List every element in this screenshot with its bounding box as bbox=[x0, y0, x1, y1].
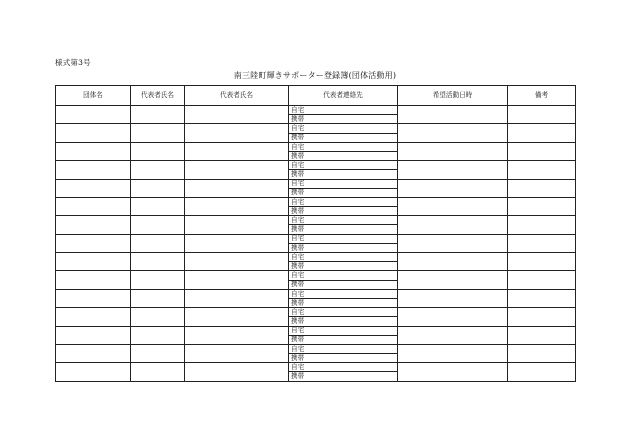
preferred-schedule-cell[interactable] bbox=[398, 253, 508, 271]
table-row bbox=[56, 253, 576, 262]
table-row bbox=[56, 344, 576, 353]
contact-mobile-label: 携帯 bbox=[289, 317, 398, 326]
contact-mobile-label: 携帯 bbox=[289, 262, 398, 271]
group-name-cell[interactable] bbox=[56, 363, 131, 381]
table-row bbox=[56, 124, 576, 133]
contact-home-label: 自宅 bbox=[289, 234, 398, 243]
representative-name-cell-2[interactable] bbox=[185, 179, 289, 197]
representative-name-cell[interactable] bbox=[131, 197, 185, 215]
table-row bbox=[56, 271, 576, 280]
remarks-cell[interactable] bbox=[508, 271, 576, 289]
representative-name-cell-2[interactable] bbox=[185, 308, 289, 326]
header-row bbox=[56, 86, 576, 106]
remarks-cell[interactable] bbox=[508, 142, 576, 160]
representative-name-cell[interactable] bbox=[131, 161, 185, 179]
group-name-cell[interactable] bbox=[56, 253, 131, 271]
preferred-schedule-cell[interactable] bbox=[398, 344, 508, 362]
representative-name-cell-2[interactable] bbox=[185, 363, 289, 381]
representative-name-cell-2[interactable] bbox=[185, 234, 289, 252]
table-row bbox=[56, 197, 576, 206]
preferred-schedule-cell[interactable] bbox=[398, 326, 508, 344]
col-header-representative-name-2: 代表者氏名 bbox=[185, 86, 289, 106]
table-row bbox=[56, 179, 576, 188]
col-header-representative-contact: 代表者連絡先 bbox=[289, 86, 398, 106]
table-row bbox=[56, 216, 576, 225]
group-name-cell[interactable] bbox=[56, 124, 131, 142]
preferred-schedule-cell[interactable] bbox=[398, 142, 508, 160]
group-name-cell[interactable] bbox=[56, 161, 131, 179]
representative-name-cell-2[interactable] bbox=[185, 124, 289, 142]
col-header-group-name: 団体名 bbox=[56, 86, 131, 106]
contact-mobile-label: 携帯 bbox=[289, 207, 398, 216]
contact-home-label: 自宅 bbox=[289, 142, 398, 151]
remarks-cell[interactable] bbox=[508, 326, 576, 344]
contact-home-label: 自宅 bbox=[289, 216, 398, 225]
representative-name-cell-2[interactable] bbox=[185, 142, 289, 160]
preferred-schedule-cell[interactable] bbox=[398, 216, 508, 234]
representative-name-cell[interactable] bbox=[131, 106, 185, 124]
representative-name-cell[interactable] bbox=[131, 253, 185, 271]
preferred-schedule-cell[interactable] bbox=[398, 271, 508, 289]
table-row bbox=[56, 326, 576, 335]
table-body bbox=[56, 106, 576, 382]
table-row bbox=[56, 363, 576, 372]
registration-table bbox=[55, 85, 576, 382]
remarks-cell[interactable] bbox=[508, 216, 576, 234]
preferred-schedule-cell[interactable] bbox=[398, 289, 508, 307]
form-number: 様式第3号 bbox=[55, 58, 91, 67]
group-name-cell[interactable] bbox=[56, 142, 131, 160]
table-row bbox=[56, 308, 576, 317]
remarks-cell[interactable] bbox=[508, 161, 576, 179]
contact-home-label: 自宅 bbox=[289, 124, 398, 133]
contact-mobile-label: 携帯 bbox=[289, 170, 398, 179]
contact-home-label: 自宅 bbox=[289, 271, 398, 280]
remarks-cell[interactable] bbox=[508, 363, 576, 381]
contact-home-label: 自宅 bbox=[289, 308, 398, 317]
contact-home-label: 自宅 bbox=[289, 344, 398, 353]
remarks-cell[interactable] bbox=[508, 106, 576, 124]
preferred-schedule-cell[interactable] bbox=[398, 124, 508, 142]
group-name-cell[interactable] bbox=[56, 106, 131, 124]
group-name-cell[interactable] bbox=[56, 197, 131, 215]
representative-name-cell[interactable] bbox=[131, 271, 185, 289]
group-name-cell[interactable] bbox=[56, 308, 131, 326]
contact-mobile-label: 携帯 bbox=[289, 151, 398, 160]
representative-name-cell[interactable] bbox=[131, 142, 185, 160]
contact-home-label: 自宅 bbox=[289, 161, 398, 170]
representative-name-cell[interactable] bbox=[131, 216, 185, 234]
group-name-cell[interactable] bbox=[56, 289, 131, 307]
table-row bbox=[56, 161, 576, 170]
contact-mobile-label: 携帯 bbox=[289, 354, 398, 363]
contact-mobile-label: 携帯 bbox=[289, 372, 398, 381]
contact-mobile-label: 携帯 bbox=[289, 133, 398, 142]
col-header-preferred-schedule: 希望活動日時 bbox=[398, 86, 508, 106]
representative-name-cell[interactable] bbox=[131, 308, 185, 326]
remarks-cell[interactable] bbox=[508, 308, 576, 326]
preferred-schedule-cell[interactable] bbox=[398, 234, 508, 252]
representative-name-cell-2[interactable] bbox=[185, 271, 289, 289]
col-header-remarks: 備考 bbox=[508, 86, 576, 106]
remarks-cell[interactable] bbox=[508, 289, 576, 307]
contact-home-label: 自宅 bbox=[289, 253, 398, 262]
representative-name-cell-2[interactable] bbox=[185, 106, 289, 124]
contact-home-label: 自宅 bbox=[289, 179, 398, 188]
remarks-cell[interactable] bbox=[508, 344, 576, 362]
group-name-cell[interactable] bbox=[56, 179, 131, 197]
representative-name-cell[interactable] bbox=[131, 326, 185, 344]
representative-name-cell[interactable] bbox=[131, 124, 185, 142]
table-row bbox=[56, 106, 576, 115]
preferred-schedule-cell[interactable] bbox=[398, 179, 508, 197]
table-row bbox=[56, 142, 576, 151]
group-name-cell[interactable] bbox=[56, 234, 131, 252]
representative-name-cell-2[interactable] bbox=[185, 344, 289, 362]
group-name-cell[interactable] bbox=[56, 344, 131, 362]
table-row bbox=[56, 234, 576, 243]
representative-name-cell-2[interactable] bbox=[185, 289, 289, 307]
representative-name-cell-2[interactable] bbox=[185, 326, 289, 344]
group-name-cell[interactable] bbox=[56, 216, 131, 234]
representative-name-cell-2[interactable] bbox=[185, 253, 289, 271]
table-row bbox=[56, 289, 576, 298]
contact-home-label: 自宅 bbox=[289, 106, 398, 115]
preferred-schedule-cell[interactable] bbox=[398, 308, 508, 326]
remarks-cell[interactable] bbox=[508, 253, 576, 271]
group-name-cell[interactable] bbox=[56, 271, 131, 289]
remarks-cell[interactable] bbox=[508, 234, 576, 252]
contact-mobile-label: 携帯 bbox=[289, 225, 398, 234]
contact-mobile-label: 携帯 bbox=[289, 280, 398, 289]
contact-home-label: 自宅 bbox=[289, 197, 398, 206]
representative-name-cell[interactable] bbox=[131, 363, 185, 381]
contact-home-label: 自宅 bbox=[289, 289, 398, 298]
group-name-cell[interactable] bbox=[56, 326, 131, 344]
remarks-cell[interactable] bbox=[508, 197, 576, 215]
representative-name-cell-2[interactable] bbox=[185, 161, 289, 179]
document-title: 南三陸町輝きサポーター登録簿(団体活動用) bbox=[233, 71, 397, 80]
representative-name-cell[interactable] bbox=[131, 179, 185, 197]
representative-name-cell[interactable] bbox=[131, 289, 185, 307]
preferred-schedule-cell[interactable] bbox=[398, 106, 508, 124]
representative-name-cell-2[interactable] bbox=[185, 197, 289, 215]
contact-mobile-label: 携帯 bbox=[289, 335, 398, 344]
remarks-cell[interactable] bbox=[508, 179, 576, 197]
contact-home-label: 自宅 bbox=[289, 363, 398, 372]
representative-name-cell[interactable] bbox=[131, 234, 185, 252]
col-header-representative-name: 代表者氏名 bbox=[131, 86, 185, 106]
contact-mobile-label: 携帯 bbox=[289, 298, 398, 307]
representative-name-cell-2[interactable] bbox=[185, 216, 289, 234]
preferred-schedule-cell[interactable] bbox=[398, 363, 508, 381]
remarks-cell[interactable] bbox=[508, 124, 576, 142]
preferred-schedule-cell[interactable] bbox=[398, 161, 508, 179]
contact-home-label: 自宅 bbox=[289, 326, 398, 335]
representative-name-cell[interactable] bbox=[131, 344, 185, 362]
contact-mobile-label: 携帯 bbox=[289, 115, 398, 124]
preferred-schedule-cell[interactable] bbox=[398, 197, 508, 215]
contact-mobile-label: 携帯 bbox=[289, 188, 398, 197]
contact-mobile-label: 携帯 bbox=[289, 243, 398, 252]
